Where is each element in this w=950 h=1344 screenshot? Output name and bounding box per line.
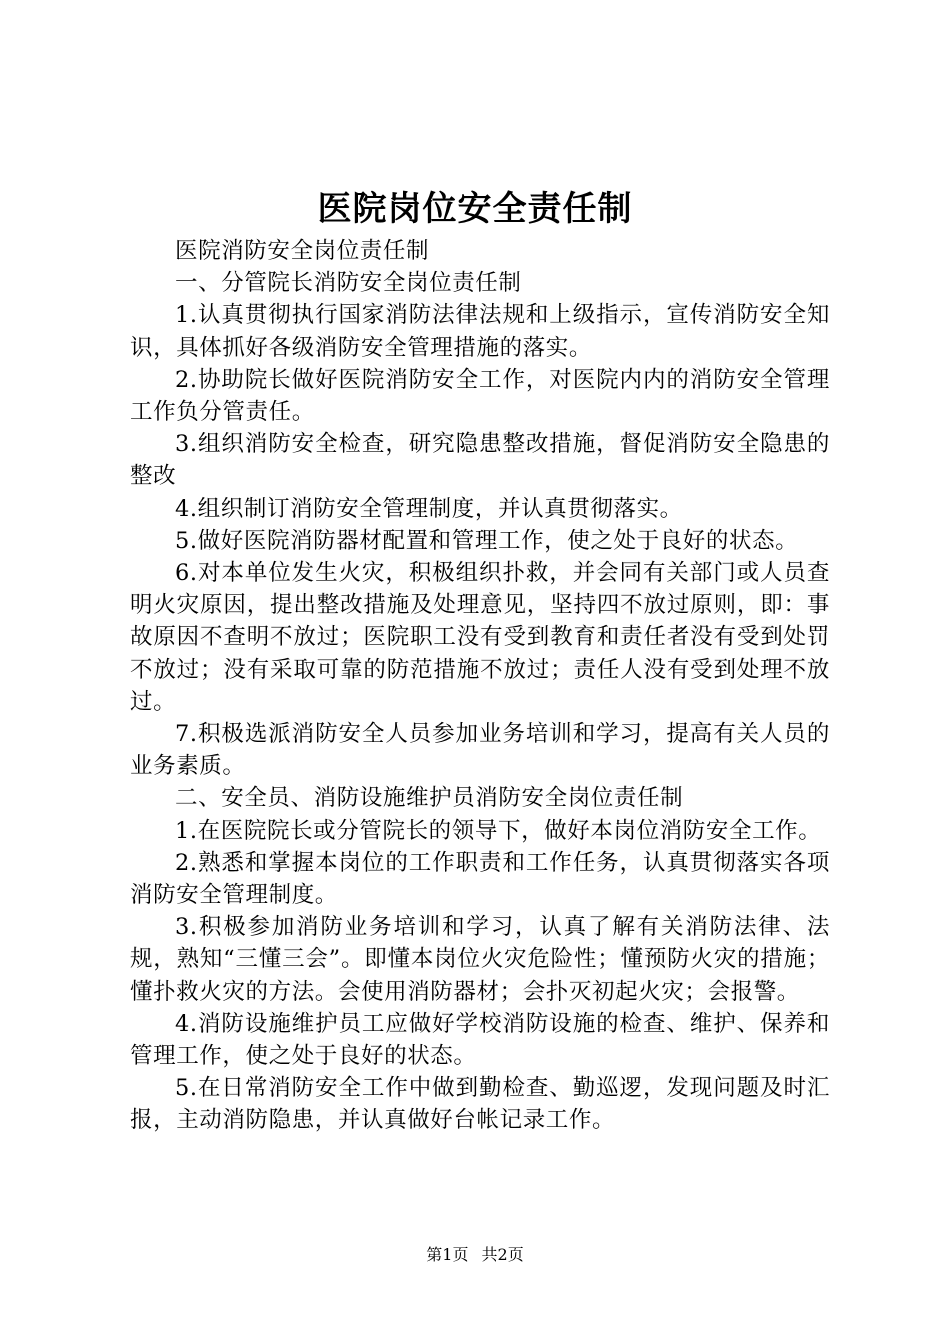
paragraph: 5.在日常消防安全工作中做到勤检查、勤巡逻，发现问题及时汇报，主动消防隐患，并认真做好台帐记录工作。 bbox=[130, 1075, 830, 1134]
paragraph-subtitle: 医院消防安全岗位责任制 bbox=[175, 238, 430, 264]
document-body bbox=[130, 235, 830, 1137]
paragraph: 1.认真贯彻执行国家消防法律法规和上级指示，宣传消防安全知识，具体抓好各级消防安全管理措施的落实。 bbox=[130, 302, 830, 361]
section-heading-1: 一、分管院长消防安全岗位责任制 bbox=[175, 270, 522, 297]
paragraph: 3.积极参加消防业务培训和学习，认真了解有关消防法律、法规，熟知“三懂三会”。即懂本岗位火灾危险性；懂预防火灾的措施；懂扑救火灾的方法。会使用消防器材；会扑灭初起火灾；会报警。 bbox=[130, 914, 830, 1005]
paragraph: 5.做好医院消防器材配置和管理工作，使之处于良好的状态。 bbox=[175, 527, 799, 554]
page-total: 共2页 bbox=[481, 1245, 524, 1264]
paragraph: 2.协助院长做好医院消防安全工作，对医院内内的消防安全管理工作负分管责任。 bbox=[130, 366, 830, 426]
page-number: 第1页 bbox=[426, 1245, 469, 1264]
paragraph: 4.消防设施维护员工应做好学校消防设施的检查、维护、保养和管理工作，使之处于良好的状态。 bbox=[130, 1010, 830, 1070]
page-footer bbox=[0, 1244, 950, 1266]
paragraph: 2.熟悉和掌握本岗位的工作职责和工作任务，认真贯彻落实各项消防安全管理制度。 bbox=[130, 849, 830, 909]
paragraph: 1.在医院院长或分管院长的领导下，做好本岗位消防安全工作。 bbox=[175, 817, 822, 844]
paragraph: 3.组织消防安全检查，研究隐患整改措施，督促消防安全隐患的整改 bbox=[130, 431, 830, 490]
section-heading-2: 二、安全员、消防设施维护员消防安全岗位责任制 bbox=[175, 785, 684, 812]
paragraph: 6.对本单位发生火灾，积极组织扑救，并会同有关部门或人员查明火灾原因，提出整改措施及处理意见，坚持四不放过原则，即：事故原因不查明不放过；医院职工没有受到教育和责任者没有受到处罚不放过；没有采取可靠的防范措施不放过；责任人没有受到处理不放过。 bbox=[130, 560, 830, 715]
paragraph: 7.积极选派消防安全人员参加业务培训和学习，提高有关人员的业务素质。 bbox=[130, 721, 830, 780]
paragraph: 4.组织制订消防安全管理制度，并认真贯彻落实。 bbox=[175, 495, 683, 522]
document-title: 医院岗位安全责任制 bbox=[317, 189, 633, 229]
